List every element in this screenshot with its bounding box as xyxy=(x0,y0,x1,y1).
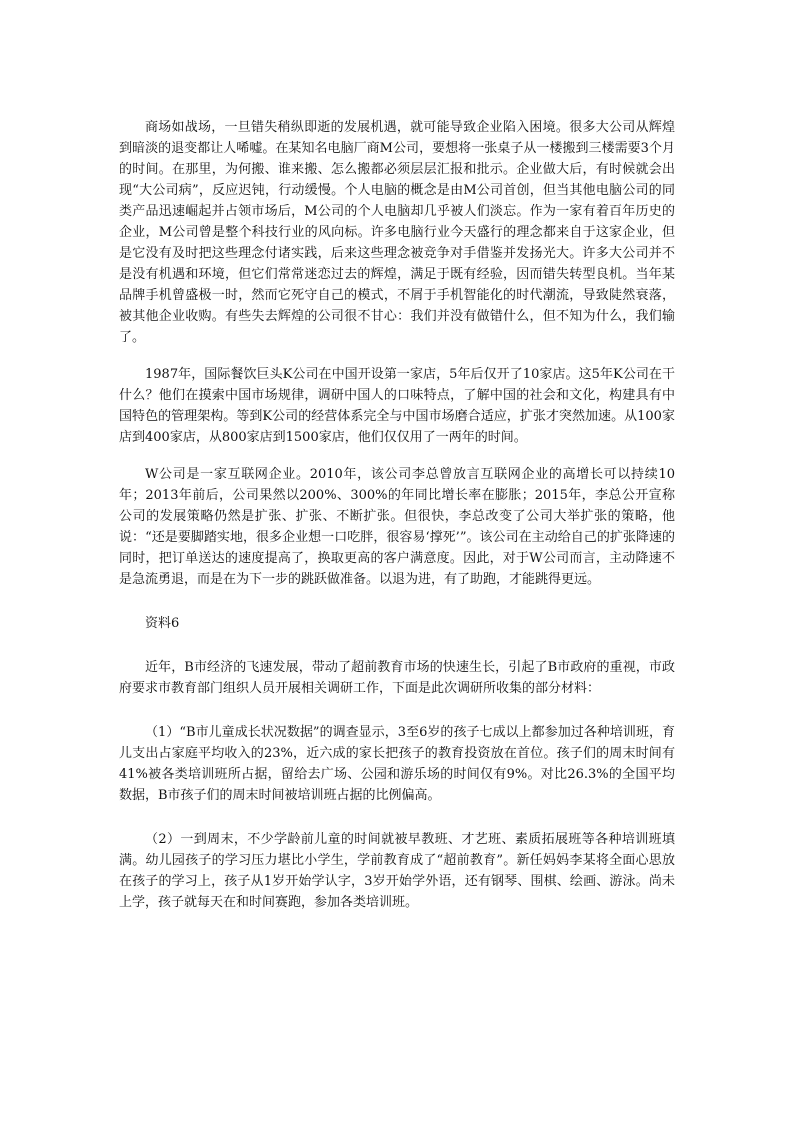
section-heading-material-6: 资料6 xyxy=(145,616,180,631)
document-page xyxy=(119,117,675,913)
paragraph-weekend-classes: （2）一到周末，不少学龄前儿童的时间就被早教班、才艺班、素质拓展班等各种培训班填满。幼儿园孩子的学习压力堪比小学生，学前教育成了“超前教育”。新任妈妈李某将全面心思放在孩子的学习上，孩子从1岁开始学认字，3岁开始学外语，还有钢琴、围棋、绘画、游泳。尚未上学，孩子就每天在和时间赛跑，参加各类培训班。 xyxy=(119,832,675,910)
paragraph-w-company: W公司是一家互联网企业。2010年，该公司李总曾放言互联网企业的高增长可以持续10年；2013年前后，公司果然以200%、300%的年同比增长率在膨胀；2015年，李总公开宣称公司的发展策略仍然是扩张、扩张、不断扩张。但很快，李总改变了公司大举扩张的策略，他说：“还是要脚踏实地，很多企业想一口吃胖，很容易‘撑死’”。该公司在主动给自己的扩张降速的同时，把订单送达的速度提高了，换取更高的客户满意度。因此，对于W公司而言，主动降速不是急流勇退，而是在为下一步的跳跃做准备。以退为进，有了助跑，才能跳得更远。 xyxy=(119,467,675,587)
paragraph-b-city-intro: 近年，B市经济的飞速发展，带动了超前教育市场的快速生长，引起了B市政府的重视，市政府要求市教育部门组织人员开展相关调研工作，下面是此次调研所收集的部分材料： xyxy=(119,660,675,696)
paragraph-m-company: 商场如战场，一旦错失稍纵即逝的发展机遇，就可能导致企业陷入困境。很多大公司从辉煌到暗淡的退变都让人唏嘘。在某知名电脑厂商M公司，要想将一张桌子从一楼搬到三楼需要3个月的时间。在那里，为何搬、谁来搬、怎么搬都必须层层汇报和批示。企业做大后，有时候就会出现“大公司病”，反应迟钝，行动缓慢。个人电脑的概念是由M公司首创，但当其他电脑公司的同类产品迅速崛起并占领市场后，M公司的个人电脑却几乎被人们淡忘。作为一家有着百年历史的企业，M公司曾是整个科技行业的风向标。许多电脑行业今天盛行的理念都来自于这家企业，但是它没有及时把这些理念付诸实践，后来这些理念被竞争对手借鉴并发扬光大。许多大公司并不是没有机遇和环境，但它们常常迷恋过去的辉煌，满足于既有经验，因而错失转型良机。当年某品牌手机曾盛极一时，然而它死守自己的模式，不屑于手机智能化的时代潮流，导致陡然衰落，被其他企业收购。有些失去辉煌的公司很不甘心：我们并没有做错什么，但不知为什么，我们输了。 xyxy=(119,120,675,345)
paragraph-k-company: 1987年，国际餐饮巨头K公司在中国开设第一家店，5年后仅开了10家店。这5年K公司在干什么？他们在摸索中国市场规律，调研中国人的口味特点，了解中国的社会和文化，构建具有中国特色的管理架构。等到K公司的经营体系完全与中国市场磨合适应，扩张才突然加速。从100家店到400家店，从800家店到1500家店，他们仅仅用了一两年的时间。 xyxy=(119,367,675,445)
paragraph-survey-data: （1）“B市儿童成长状况数据”的调查显示，3至6岁的孩子七成以上都参加过各种培训班，育儿支出占家庭平均收入的23%，近六成的家长把孩子的教育投资放在首位。孩子们的周末时间有41%被各类培训班所占据，留给去广场、公园和游乐场的时间仅有9%。对比26.3%的全国平均数据，B市孩子们的周末时间被培训班占据的比例偏高。 xyxy=(119,725,675,803)
